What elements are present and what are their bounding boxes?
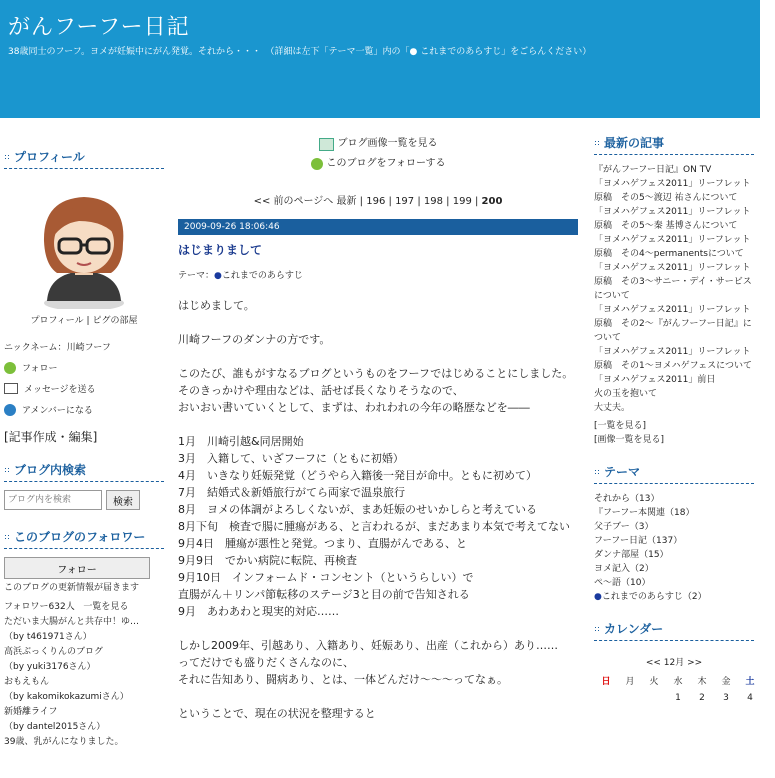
message-row[interactable] [4,382,164,395]
follower-by: （by kakomikokazumiさん） [4,692,129,702]
body-line: 9月 あわあわと現実的対応…… [178,605,339,618]
left-sidebar [4,148,164,750]
follower-list [4,615,164,750]
search-heading-text: ブログ内検索 [14,463,87,477]
member-link[interactable]: アメンバーになる [22,406,93,416]
body-line: このたび、誰もがすなるブログというものをフーフではじめることにしました。 [178,367,574,380]
body-line: 7月 結婚式＆新婚旅行がてら両家で温泉旅行 [178,486,405,499]
bullet-icon: ● [594,592,602,602]
recent-item[interactable]: 「ヨメハゲフェス2011」リーフレット原稿 その5～秦 基博さんについて [594,207,751,231]
follow-icon [311,158,323,170]
heading-dots-icon [594,626,600,632]
recent-item[interactable]: 「ヨメハゲフェス2011」リーフレット原稿 その4～permanentsについて [594,235,751,259]
weekday: 土 [745,677,755,687]
theme-item[interactable]: ペ～語（10） [594,578,651,588]
weekday: 金 [721,677,731,687]
blog-images-row[interactable] [178,134,578,154]
calendar-day [618,693,642,703]
profile-link[interactable]: プロフィール [30,316,84,326]
blog-search-input[interactable] [4,490,102,510]
theme-label: テーマ： [178,271,215,281]
body-line: 9月10日 インフォームド・コンセント（というらしい）で [178,571,474,584]
pigg-room-link[interactable]: ピグの部屋 [92,316,138,326]
weekday: 火 [649,677,659,687]
body-line: 9月4日 腫瘍が悪性と発覚。つまり、直腸がんである、と [178,537,467,550]
body-line: 川崎フーフのダンナの方です。 [178,333,331,346]
theme-item-label: これまでのあらすじ（2） [601,592,707,602]
blog-description: 38歳同士のフーフ。ヨメが妊娠中にがん発覚。それから・・・ （詳細は左下「テーマ一覧」内の「● これまでのあらすじ」をごらんください） [8,47,592,57]
theme-item[interactable]: ヨメ記入（2） [594,564,654,574]
follower-count: フォロワー632人 [4,602,75,612]
calendar-day: 1 [675,693,681,703]
recent-list-link[interactable]: [一覧を見る] [594,421,647,431]
heading-dots-icon [4,154,10,160]
body-line: 1月 川崎引越&同居開始 [178,435,304,448]
search-row [4,490,164,510]
avatar-illustration [19,181,149,309]
follow-button[interactable]: フォロー [4,557,150,579]
heading-dots-icon [4,534,10,540]
body-line: 8月下旬 検査で腸に腫瘍がある、と言われるが、まだあまり本気で考えてない [178,520,570,533]
paragraph [178,433,578,620]
theme-list [594,492,754,604]
theme-item[interactable]: フーフー日記（137） [594,536,683,546]
entry-title[interactable]: はじまりまして [178,243,263,257]
weekday: 月 [625,677,635,687]
body-line: 直腸がん＋リンパ節転移のステージ3と目の前で告知される [178,588,470,601]
body-line: はじめまして。 [178,299,255,312]
recent-item[interactable]: 火の玉を抱いて [594,389,658,399]
paragraph [178,365,578,416]
blog-actions [178,134,578,174]
calendar-day: 3 [723,693,729,703]
theme-heading-text: テーマ [604,465,641,479]
blog-header [0,0,760,118]
followers-heading-text: このブログのフォロワー [14,530,146,544]
entry-date: 2009-09-26 18:06:46 [178,219,578,235]
body-line: 4月 いきなり妊娠発覚（どうやら入籍後一発目が命中。ともに初めて） [178,469,537,482]
follower-blog-link[interactable]: おもえもん [4,677,50,687]
paragraph [178,331,578,348]
follower-blog-link[interactable]: 39歳、乳がんになりました。 [4,737,124,747]
image-list-link[interactable]: [画像一覧を見る] [594,435,665,445]
blog-title[interactable]: がんフーフー日記 [8,15,190,40]
image-icon [319,138,334,151]
recent-list [594,163,754,447]
theme-link[interactable]: これまでのあらすじ [221,271,303,281]
message-link[interactable]: メッセージを送る [24,385,96,395]
search-heading [4,461,164,482]
calendar-heading-text: カレンダー [604,622,664,636]
recent-item[interactable]: 「ヨメハゲフェス2011」リーフレット原稿 その1～ヨメハゲフェスについて [594,347,753,371]
calendar-weekdays [594,674,754,687]
recent-heading [594,134,754,155]
member-row[interactable] [4,403,164,416]
followers-heading [4,528,164,549]
body-line: 9月9日 でかい病院に転院、再検査 [178,554,357,567]
write-edit-link[interactable]: [記事作成・編集] [4,430,98,444]
recent-heading-text: 最新の記事 [604,136,665,150]
page-link[interactable]: 199 [452,196,472,207]
body-line: それに告知あり、闘病あり、とは、一体どんだけ～～～ってなぁ。 [178,673,508,686]
blog-images-link[interactable]: ブログ画像一覧を見る [337,138,438,149]
body-line: おいおい書いていくとして、まずは、われわれの今年の略歴などを―― [178,401,530,414]
follower-blog-link[interactable]: 高浜ぶっくりんのブログ [4,647,104,657]
follow-link[interactable]: フォロー [22,364,58,374]
page-link[interactable]: 196 [366,196,386,207]
paragraph [178,637,578,688]
latest-link[interactable]: 最新 [336,196,357,207]
pager: << 前のページへ 最新 | 196 | 197 | 198 | 199 | 200 [253,196,503,207]
follower-by: （by dantel2015さん） [4,722,106,732]
separator: | [86,316,90,326]
body-line: ってだけでも盛りだくさんなのに、 [178,656,354,669]
follow-row[interactable] [4,361,164,374]
paragraph [178,705,578,722]
page-link[interactable]: 197 [395,196,415,207]
page-link[interactable]: 198 [423,196,443,207]
recent-item[interactable]: 『がんフーフー日記』ON TV [594,165,712,175]
avatar[interactable] [19,181,149,309]
heading-dots-icon [4,467,10,473]
nickname-row [4,340,164,353]
theme-heading [594,463,754,484]
recent-item[interactable]: 「ヨメハゲフェス2011」リーフレット原稿 その5～渡辺 祐さんについて [594,179,751,203]
recent-item[interactable]: 「ヨメハゲフェス2011」前日 [594,375,716,385]
calendar-day [642,693,666,703]
nickname-value: 川崎フーフ [66,343,111,353]
recent-item[interactable]: 「ヨメハゲフェス2011」リーフレット原稿 その3～サニー・デイ・サービスについて [594,263,752,301]
follow-description: このブログの更新情報が届きます [4,583,140,593]
follower-count-row [4,600,164,615]
main-content [178,134,578,739]
amember-icon [4,404,16,416]
theme-item[interactable]: それから（13） [594,494,660,504]
body-line: そのきっかけや理由などは、話せば長くなりそうなので、 [178,384,464,397]
calendar-day [594,693,618,703]
body-line: 8月 ヨメの体調がよろしくないが、まあ妊娠のせいかしらと考えている [178,503,537,516]
body-line: ということで、現在の状況を整理すると [178,707,376,720]
calendar-nav[interactable]: << 12月 >> [645,658,703,668]
body-line: しかし2009年、引越あり、入籍あり、妊娠あり、出産（これから）あり…… [178,639,558,652]
follower-blog-link[interactable]: 新婚離ライフ [4,707,58,717]
calendar-week-row [594,693,754,703]
weekday: 日 [601,677,611,687]
weekday: 水 [673,677,683,687]
right-sidebar [594,134,754,703]
body-line: 3月 入籍して、いざフーフに（ともに初婚） [178,452,404,465]
envelope-icon [4,383,18,394]
calendar-day: 2 [699,693,705,703]
heading-dots-icon [594,469,600,475]
search-button[interactable]: 検索 [106,490,140,510]
profile-links [4,313,164,326]
follower-blog-link[interactable]: ただいま大腸がんと共存中！ゆ… [4,617,140,627]
follow-blog-row[interactable] [178,154,578,174]
paragraph [178,297,578,314]
profile-heading-text: プロフィール [14,150,85,164]
calendar-day: 4 [747,693,753,703]
nickname-label: ニックネーム： [4,343,67,353]
calendar-heading [594,620,754,641]
theme-item[interactable]: ダンナ部屋（15） [594,550,669,560]
follow-blog-link[interactable]: このブログをフォローする [326,158,446,169]
entry-body [178,297,578,722]
prev-page-link[interactable]: << 前のページへ [253,196,334,207]
entry-theme [178,268,578,281]
current-page: 200 [481,196,503,207]
theme-item-current[interactable] [594,590,754,604]
theme-item[interactable]: 『フーフー本関連（18） [594,508,695,518]
follower-list-link[interactable]: 一覧を見る [83,602,129,612]
recent-item[interactable]: 「ヨメハゲフェス2011」リーフレット原稿 その2～『がんフーフー日記』について [594,305,752,343]
bullet-icon: ● [214,271,222,281]
follow-icon [4,362,16,374]
heading-dots-icon [594,140,600,146]
recent-item[interactable]: 大丈夫。 [594,403,631,413]
follower-by: （by t461971さん） [4,632,92,642]
theme-item[interactable]: 父子ブー（3） [594,522,654,532]
weekday: 木 [697,677,707,687]
follower-by: （by yuki3176さん） [4,662,96,672]
profile-heading [4,148,164,169]
